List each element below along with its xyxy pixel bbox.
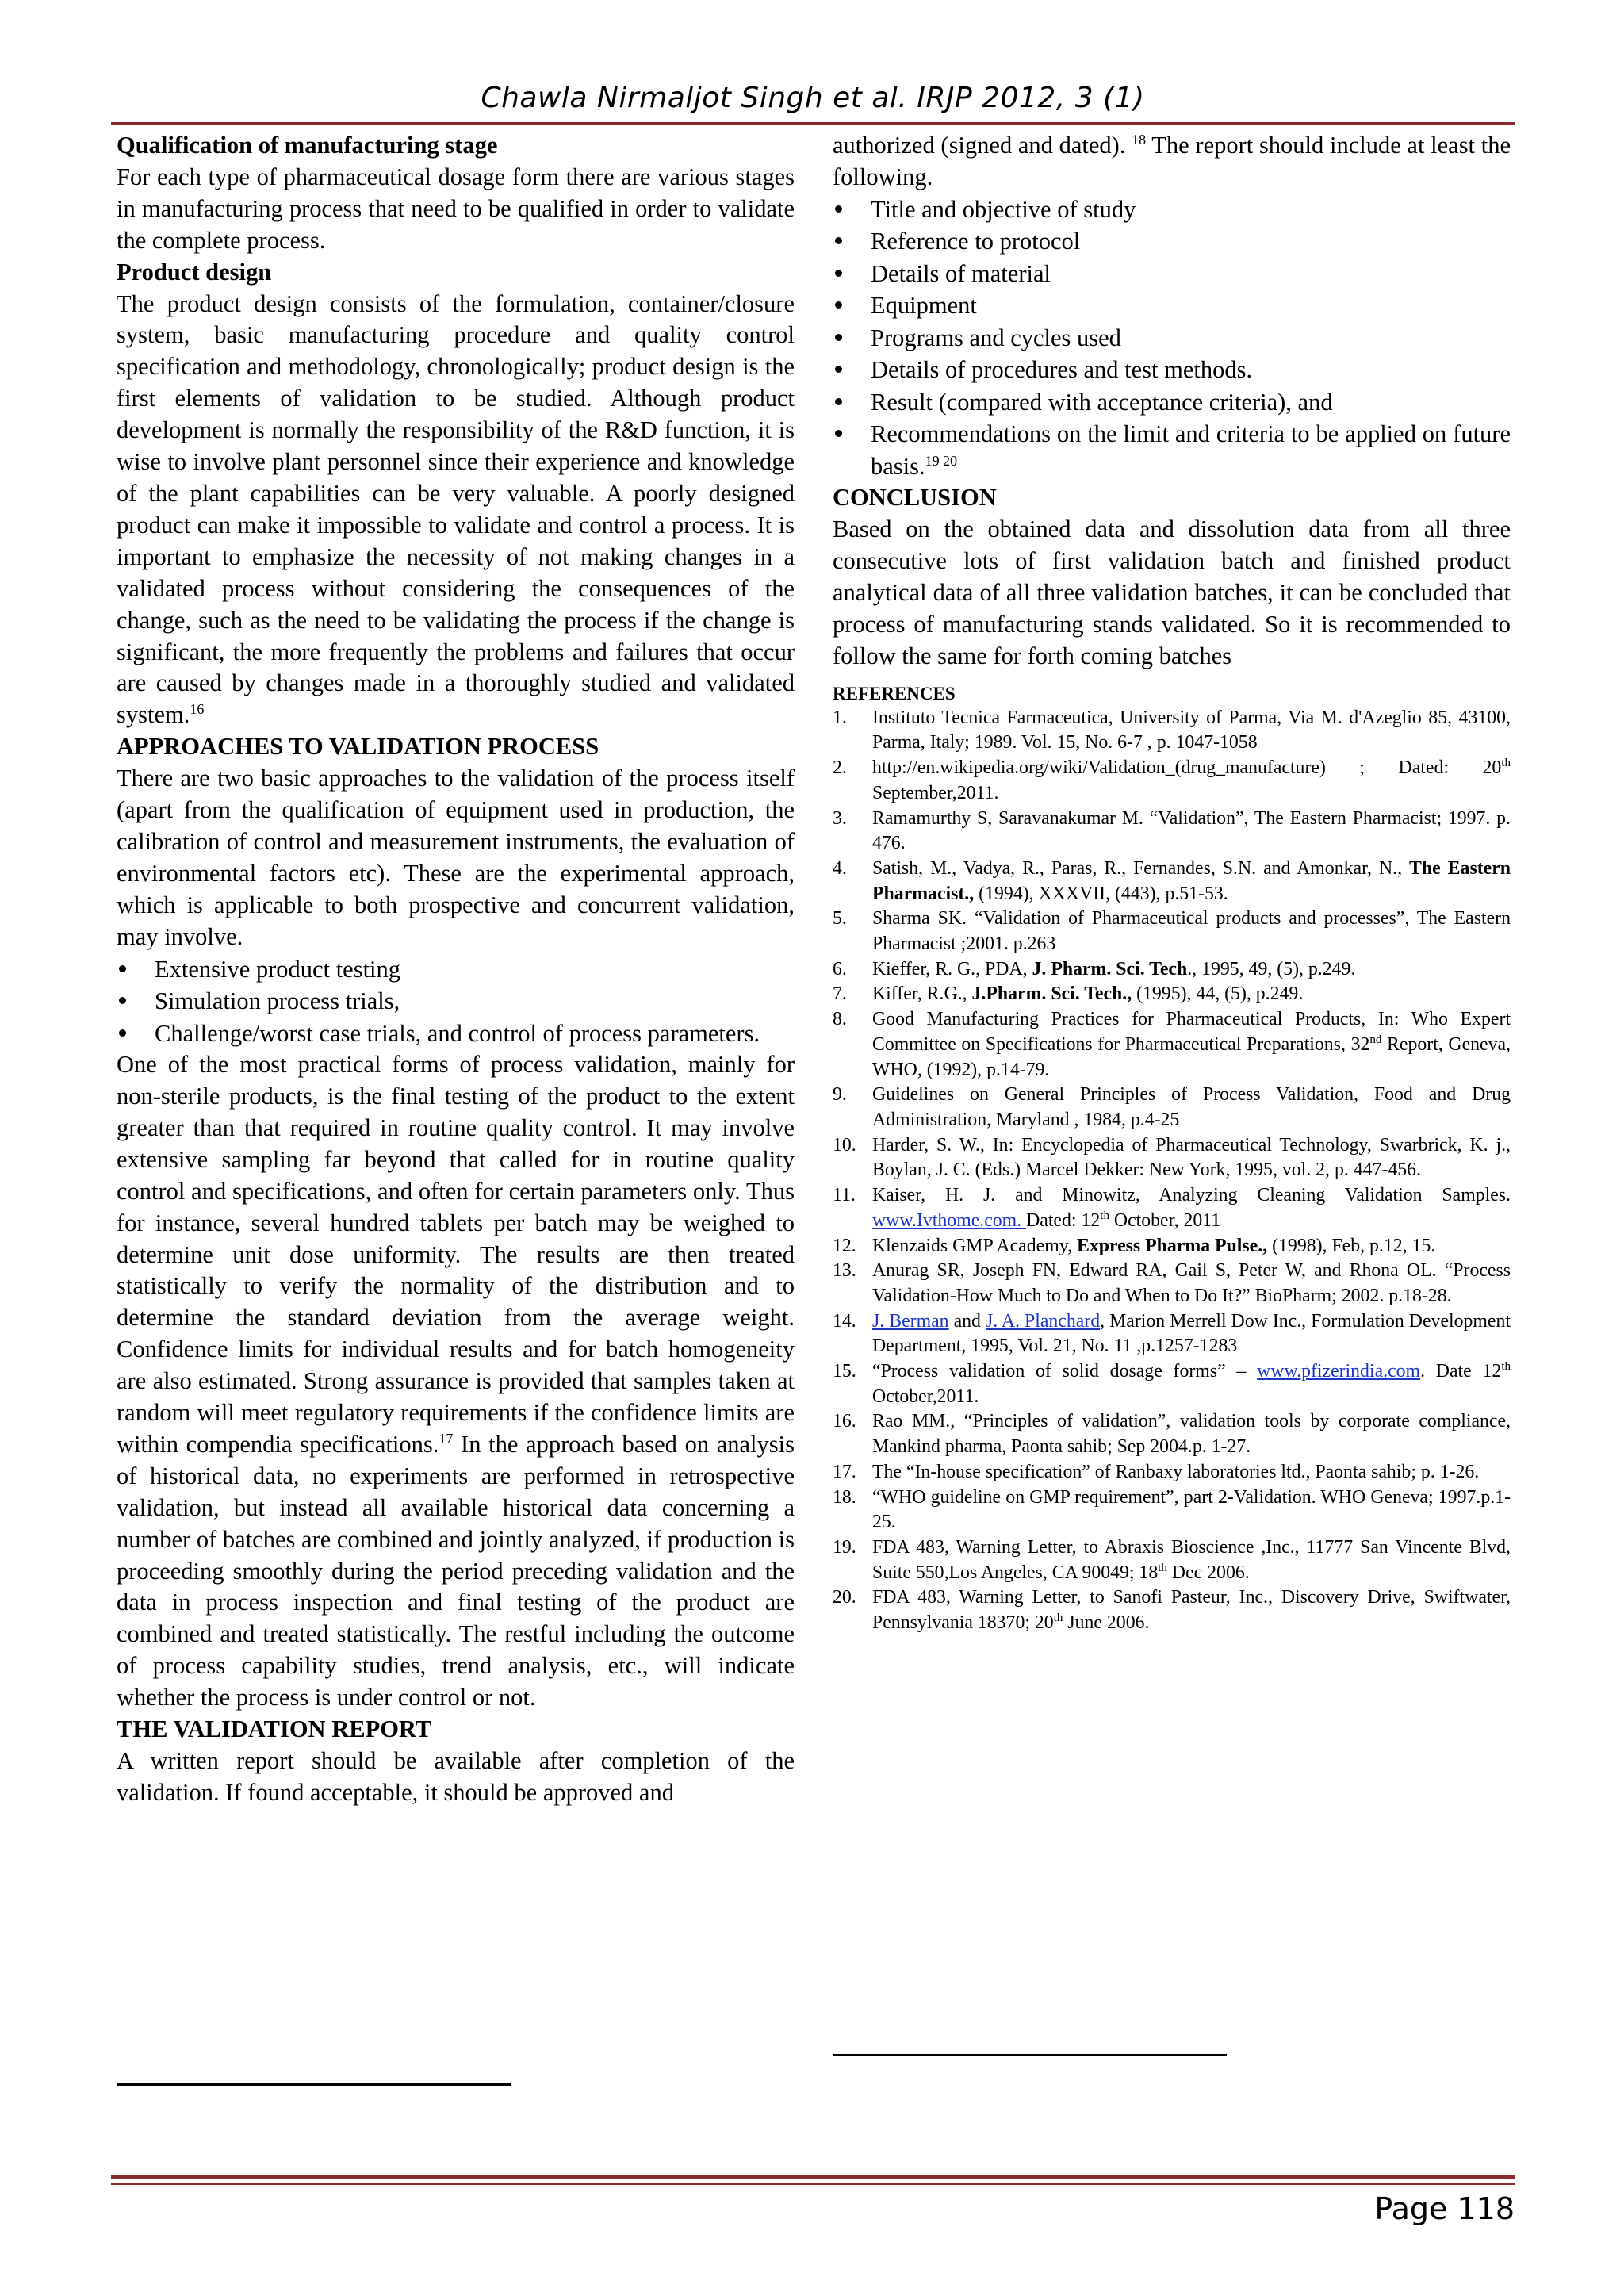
reference-item: 17. The “In-house specification” of Ranbaxy laboratories ltd., Paonta sahib; p. 1-26. <box>833 1461 1480 1482</box>
reference-item: 18. “WHO guideline on GMP requirement”, part 2-Validation. WHO Geneva; 1997.p.1-25. <box>833 1486 1511 1533</box>
reference-item: 19. FDA 483, Warning Letter, to Abraxis Bioscience ,Inc., 11777 San Vincente Blvd, Suite 550,Los Angeles, CA 90049; 18th Dec 2006. <box>833 1536 1511 1583</box>
ref-text: , Marion Merrell Dow Inc., Formulation Development Department, 1995, Vol. 21, No. 11 ,p.1257-1283 <box>872 1310 1511 1357</box>
ref-journal: The Eastern Pharmacist., <box>872 857 1511 904</box>
ref-text: and <box>948 1310 986 1332</box>
ref-text: (1994), XXXVII, (443), p.51-53. <box>974 883 1228 904</box>
conclusion-paragraph: Based on the obtained data and dissolution data from all three consecutive lots of first validation batch and finished product analytical data of all three validation batches, it can be concluded that process of manufacturing stands validated. So it is recommended to follow the same for forth coming batches <box>833 516 1511 669</box>
footnote-rule-right <box>833 2054 1227 2056</box>
report-continuation-paragraph <box>833 130 1511 194</box>
product-design-paragraph <box>117 289 795 732</box>
validation-report-paragraph: A written report should be available after completion of the validation. If found acceptable, it should be approved and <box>117 1747 795 1806</box>
ref-sup: th <box>1053 1612 1063 1625</box>
ref-text: Report, Geneva, WHO, (1992), p.14-79. <box>872 1033 1511 1080</box>
reference-item: 11. Kaiser, H. J. and Minowitz, Analyzing Cleaning Validation Samples. www.Ivthome.com. Dated: 12th October, 2011 <box>833 1185 1511 1231</box>
ref-text: Good Manufacturing Practices for Pharmaceutical Products, In: Who Expert Committee on Specifications for Pharmaceutical Preparations, 32 <box>872 1009 1511 1055</box>
references-heading: REFERENCES <box>833 683 956 703</box>
ref-text: Kieffer, R. G., PDA, <box>872 958 1032 979</box>
report-cont-text-b: The report should include at least the following. <box>833 132 1511 190</box>
list-item: Result (compared with acceptance criteria), and <box>833 386 1511 419</box>
footer-rule <box>111 2175 1515 2179</box>
ref-text: Dated: 12 <box>1026 1209 1101 1231</box>
reference-item: 1. Instituto Tecnica Farmaceutica, University of Parma, Via M. d'Azeglio 85, 43100, Parma, Italy; 1989. Vol. 15, No. 6-7 , p. 1047-1058 <box>833 707 1511 753</box>
reference-item: 2. http://en.wikipedia.org/wiki/Validation_(drug_manufacture) ; Dated: 20th September,2011. <box>833 757 1511 803</box>
ref-text: FDA 483, Warning Letter, to Abraxis Bioscience ,Inc., 11777 San Vincente Blvd, Suite 550,Los Angeles, CA 90049; 18 <box>872 1536 1511 1583</box>
ref-text: October,2011. <box>872 1386 979 1407</box>
ref-text: Kiffer, R.G., <box>872 983 972 1005</box>
ref-text: Instituto Tecnica Farmaceutica, University of Parma, Via M. d'Azeglio 85, 43100, Parma, Italy; 1989. Vol. 15, No. 6-7 , p. 1047-1058 <box>872 707 1511 753</box>
list-item: Details of procedures and test methods. <box>833 354 1511 386</box>
citation-19-20: 19 20 <box>925 452 958 469</box>
reference-item: 13. Anurag SR, Joseph FN, Edward RA, Gail S, Peter W, and Rhona OL. “Process Validation-How Much to Do and When to Do It?” BioPharm; 2002. p.18-28. <box>833 1260 1511 1306</box>
product-design-heading: Product design <box>117 258 272 286</box>
ref-text: http://en.wikipedia.org/wiki/Validation_(drug_manufacture) ; Dated: 20 <box>872 757 1502 779</box>
reference-item: 9. Guidelines on General Principles of Process Validation, Food and Drug Administration, Maryland , 1984, p.4-25 <box>833 1084 1511 1130</box>
pfizerindia-link[interactable]: www.pfizerindia.com <box>1257 1361 1421 1382</box>
berman-link[interactable]: J. Berman <box>872 1310 949 1332</box>
ref-text: Harder, S. W., In: Encyclopedia of Pharmaceutical Technology, Swarbrick, K. j., Boylan, J. C. (Eds.) Marcel Dekker: New York, 1995, vol. 2, p. 447-456. <box>872 1134 1511 1181</box>
ref-text: Dec 2006. <box>1166 1562 1250 1583</box>
list-item: Equipment <box>833 289 1511 322</box>
ref-text: (1998), Feb, p.12, 15. <box>1267 1235 1436 1256</box>
citation-18: 18 <box>1132 131 1147 148</box>
ref-text: Sharma SK. “Validation of Pharmaceutical products and processes”, The Eastern Pharmacist ;2001. p.263 <box>872 908 1511 955</box>
ref-text: ., 1995, 49, (5), p.249. <box>1187 958 1356 979</box>
reference-item: 3. Ramamurthy S, Saravanakumar M. “Validation”, The Eastern Pharmacist; 1997. p. 476. <box>833 807 1511 854</box>
ref-text: Ramamurthy S, Saravanakumar M. “Validation”, The Eastern Pharmacist; 1997. p. 476. <box>872 807 1511 854</box>
ref-sup: th <box>1100 1209 1109 1222</box>
practical-forms-paragraph <box>117 1049 795 1714</box>
report-cont-text: authorized (signed and dated). <box>833 132 1132 159</box>
reference-item: 8. Good Manufacturing Practices for Pharmaceutical Products, In: Who Expert Committee on Specifications for Pharmaceutical Preparations, 32nd Report, Geneva, WHO, (1992), p.14-79. <box>833 1009 1511 1080</box>
ref-sup: nd <box>1369 1033 1382 1046</box>
qualification-paragraph: For each type of pharmaceutical dosage form there are various stages in manufacturing process that need to be qualified in order to validate the complete process. <box>117 163 795 254</box>
ref-text: Rao MM., “Principles of validation”, validation tools by corporate compliance, Mankind pharma, Paonta sahib; Sep 2004.p. 1-27. <box>872 1411 1511 1458</box>
ref-text: Kaiser, H. J. and Minowitz, Analyzing Cleaning Validation Samples. <box>872 1185 1511 1206</box>
ivthome-link[interactable]: www.Ivthome.com. <box>872 1209 1027 1231</box>
list-item: Reference to protocol <box>833 225 1511 258</box>
ref-text: FDA 483, Warning Letter, to Sanofi Pasteur, Inc., Discovery Drive, Swiftwater, Pennsylvania 18370; 20 <box>872 1587 1511 1634</box>
ref-text: “Process validation of solid dosage forms” – <box>872 1361 1258 1382</box>
page-number: Page 118 <box>1374 2191 1515 2226</box>
ref-journal: J. Pharm. Sci. Tech <box>1032 958 1188 979</box>
footer-rule-thin <box>111 2183 1515 2185</box>
practical-text-a: One of the most practical forms of process validation, mainly for non-sterile products, is the final testing of the product to the extent greater than that required in routine quality control. It may involve extensive sampling far beyond that called for in routine quality control and specifications, and often for certain parameters only. Thus for instance, several hundred tablets per batch may be weighed to determine unit dose uniformity. The results are then treated statistically to verify the normality of the distribution and to determine the standard deviation from the average weight. Confidence limits for individual results and for batch homogeneity are also estimated. Strong assurance is provided that samples taken at random will meet regulatory requirements if the confidence limits are within compendia specifications. <box>117 1051 795 1458</box>
conclusion-heading: CONCLUSION <box>833 484 997 512</box>
approaches-paragraph: There are two basic approaches to the validation of the process itself (apart from the qualification of equipment used in production, the calibration of control and measurement instruments, the evaluation of environmental factors etc). These are the experimental approach, which is applicable to both prospective and concurrent validation, may involve. <box>117 765 795 950</box>
product-design-text: The product design consists of the formulation, container/closure system, basic manufacturing procedure and quality control specification and methodology, chronologically; product design is the first elements of validation to be studied. Although product development is normally the responsibility of the R&D function, it is wise to involve plant personnel since their experience and knowledge of the plant capabilities can be very valuable. A poorly designed product can make it impossible to validate and control a process. It is important to emphasize the necessity of not making changes in a validated process without considering the consequences of the change, such as the need to be validating the process if the change is significant, the more frequently the problems and failures that occur are caused by changes made in a thoroughly studied and validated system. <box>117 289 795 729</box>
reference-item: 20. FDA 483, Warning Letter, to Sanofi Pasteur, Inc., Discovery Drive, Swiftwater, Pennsylvania 18370; 20th June 2006. <box>833 1587 1511 1634</box>
planchard-link[interactable]: J. A. Planchard <box>985 1310 1101 1332</box>
references-list <box>833 706 1511 1636</box>
ref-text: June 2006. <box>1063 1612 1150 1634</box>
header-rule <box>111 122 1515 125</box>
reference-item: 14. J. Berman and J. A. Planchard, Marion Merrell Dow Inc., Formulation Development Department, 1995, Vol. 21, No. 11 ,p.1257-1283 <box>833 1310 1511 1357</box>
validation-report-heading: THE VALIDATION REPORT <box>117 1715 432 1743</box>
qualification-heading: Qualification of manufacturing stage <box>117 132 498 159</box>
left-column <box>117 130 795 1809</box>
ref-text: September,2011. <box>872 782 999 803</box>
list-item: Extensive product testing <box>117 953 795 986</box>
reference-item: 15. “Process validation of solid dosage forms” – www.pfizerindia.com. Date 12th October,2011. <box>833 1360 1511 1407</box>
practical-text-b: In the approach based on analysis of historical data, no experiments are performed in retrospective validation, but instead all available historical data concerning a number of batches are combined and jointly analyzed, if production is proceeding smoothly during the period preceding validation and the data in process inspection and final testing of the product are combined and treated statistically. The restful including the outcome of process capability studies, trend analysis, etc., will indicate whether the process is under control or not. <box>117 1430 795 1711</box>
citation-17: 17 <box>439 1430 454 1447</box>
reference-item: 12. Klenzaids GMP Academy, Express Pharma Pulse., (1998), Feb, p.12, 15. <box>833 1235 1436 1256</box>
list-item: Title and objective of study <box>833 194 1511 226</box>
list-item: Programs and cycles used <box>833 322 1511 355</box>
approach-bullet-list <box>117 953 795 1050</box>
footnote-rule-left <box>117 2083 511 2086</box>
reference-item: 5. Sharma SK. “Validation of Pharmaceutical products and processes”, The Eastern Pharmacist ;2001. p.263 <box>833 908 1511 955</box>
ref-text: The “In-house specification” of Ranbaxy laboratories ltd., Paonta sahib; p. 1-26. <box>872 1461 1480 1482</box>
ref-journal: Express Pharma Pulse., <box>1076 1235 1268 1256</box>
reference-item: 16. Rao MM., “Principles of validation”, validation tools by corporate compliance, Mankind pharma, Paonta sahib; Sep 2004.p. 1-27. <box>833 1411 1511 1458</box>
reference-item: 4. Satish, M., Vadya, R., Paras, R., Fernandes, S.N. and Amonkar, N., The Eastern Pharmacist., (1994), XXXVII, (443), p.51-53. <box>833 857 1511 904</box>
reference-item: 6. Kieffer, R. G., PDA, J. Pharm. Sci. Tech., 1995, 49, (5), p.249. <box>833 958 1356 979</box>
list-item: Simulation process trials, <box>117 985 795 1018</box>
list-item: Details of material <box>833 258 1511 290</box>
ref-text: “WHO guideline on GMP requirement”, part 2-Validation. WHO Geneva; 1997.p.1-25. <box>872 1486 1511 1533</box>
list-item: Challenge/worst case trials, and control of process parameters. <box>117 1018 795 1050</box>
ref-text: . Date 12 <box>1420 1361 1502 1382</box>
ref-sup: th <box>1501 757 1511 770</box>
ref-sup: th <box>1501 1360 1511 1374</box>
reference-item: 7. Kiffer, R.G., J.Pharm. Sci. Tech., (1995), 44, (5), p.249. <box>833 983 1304 1005</box>
ref-sup: th <box>1158 1561 1167 1574</box>
citation-16: 16 <box>190 701 205 718</box>
reference-item: 10. Harder, S. W., In: Encyclopedia of Pharmaceutical Technology, Swarbrick, K. j., Boylan, J. C. (Eds.) Marcel Dekker: New York, 1995, vol. 2, p. 447-456. <box>833 1134 1511 1181</box>
list-item <box>833 418 1511 482</box>
ref-text: (1995), 44, (5), p.249. <box>1132 983 1304 1005</box>
ref-text: Anurag SR, Joseph FN, Edward RA, Gail S, Peter W, and Rhona OL. “Process Validation-How Much to Do and When to Do It?” BioPharm; 2002. p.18-28. <box>872 1260 1511 1306</box>
ref-text: October, 2011 <box>1109 1209 1221 1231</box>
right-column <box>833 130 1511 1636</box>
approaches-heading: APPROACHES TO VALIDATION PROCESS <box>117 733 599 761</box>
report-bullet-list <box>833 194 1511 483</box>
ref-text: Guidelines on General Principles of Process Validation, Food and Drug Administration, Maryland , 1984, p.4-25 <box>872 1084 1511 1130</box>
ref-journal: J.Pharm. Sci. Tech., <box>971 983 1132 1005</box>
running-header: Chawla Nirmaljot Singh et al. IRJP 2012, 3 (1) <box>481 82 1145 114</box>
last-bullet-text: Recommendations on the limit and criteria to be applied on future basis. <box>871 420 1511 480</box>
ref-text: Klenzaids GMP Academy, <box>872 1235 1077 1256</box>
ref-text: Satish, M., Vadya, R., Paras, R., Fernandes, S.N. and Amonkar, N., <box>872 857 1410 879</box>
